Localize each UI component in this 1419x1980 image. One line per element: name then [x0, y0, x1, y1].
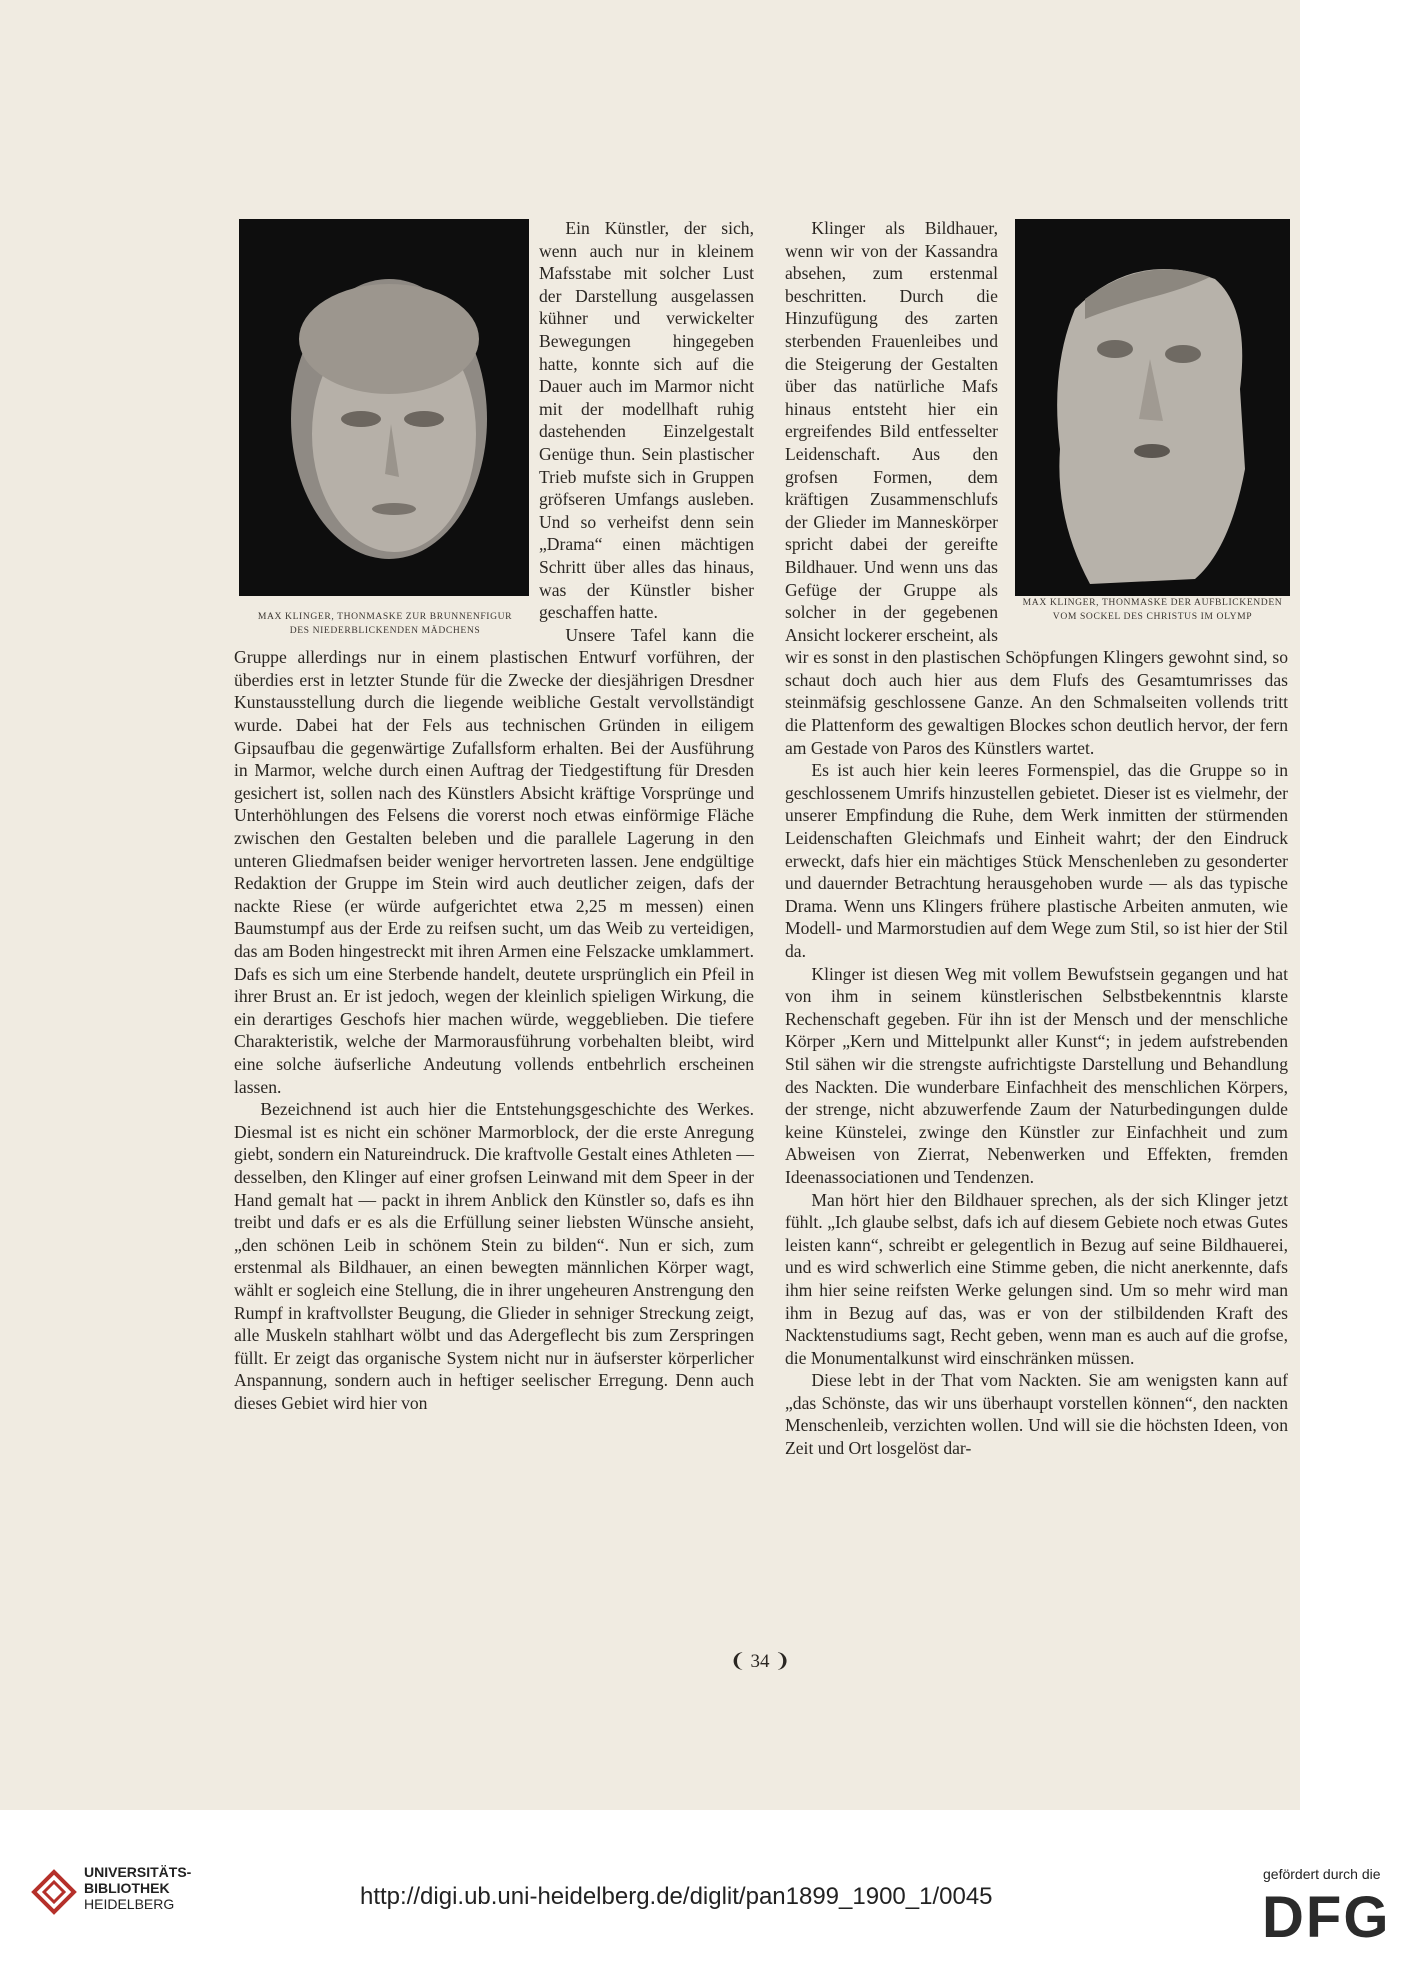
- caption-right-line1: MAX KLINGER, THONMASKE DER AUFBLICKENDEN: [1022, 597, 1283, 608]
- right-paragraph-3: Man hört hier den Bildhauer sprechen, als der sich Klinger jetzt fühlt. „Ich glaube selbst, dafs ich auf diesem Gebiete noch etwas Gutes leisten kann“, schreibt er gelegentlich in Bezug auf seine Bildhauerei, und es wird schwerlich eine Stimme geben, die nicht anerkennte, dafs ihm hier seine reifsten Werke gelungen sind. Um so mehr wird man ihm in Bezug auf das, was er von der stilbildenden Kraft des Nacktenstudiums sagt, Recht geben, wenn man es auch auf die grofse, die Monumentalkunst wird einschränken müssen.: [785, 1189, 1288, 1368]
- caption-left-line2: DES NIEDERBLICKENDEN MÄDCHENS: [289, 625, 481, 636]
- left-intro-paragraph: Ein Künstler, der sich, wenn auch nur in kleinem Mafsstabe mit solcher Lust der Darstellung ausgelassen kühner und verwickelter Bewegungen hingegeben hatte, konnte sich auf die Dauer auch im Marmor nicht mit der modellhaft ruhig dastehenden Einzelgestalt Genüge thun. Sein plastischer Trieb mufste sich in Gruppen gröfseren Umfangs ausleben. Und so verheifst denn sein „Drama“ einen mächtigen Schritt über alles das hinaus, was der Künstler bisher geschaffen hatte.: [539, 218, 754, 623]
- page-number-value: 34: [750, 1651, 770, 1672]
- institution-name: [84, 1864, 191, 1912]
- left-paragraph-2: Bezeichnend ist auch hier die Entstehungsgeschichte des Werkes. Diesmal ist es nicht ein schöner Marmorblock, der die erste Anregung giebt, sondern ein Natureindruck. Die kraftvolle Gestalt eines Athleten — desselben, den Klinger auf einer grofsen Leinwand mit dem Speer in der Hand gemalt hat — packt in ihrem Anblick den Künstler so, dafs es ihn treibt und dafs er es als die Erfüllung seiner liebsten Wünsche ansieht, „den schönen Leib in schönem Stein zu bilden“. Nun er sich, zum erstenmal als Bildhauer, an einen bewegten männlichen Körper wagt, wählt er sogleich eine Stellung, die in ihrer ungeheuren Anstrengung den Rumpf in kraftvollster Beugung, die Glieder in sehniger Streckung zeigt, alle Muskeln stahlhart wölbt und das Adergeflecht bis zum Zerspringen füllt. Er zeigt das organische System nicht nur in äufserster körperlicher Anspannung, sondern auch in heftiger seelischer Erregung. Denn auch dieses Gebiet wird hier von: [234, 1099, 754, 1413]
- left-column: [234, 217, 754, 1414]
- left-paragraph-1: Unsere Tafel kann die Gruppe allerdings nur in einem plastischen Entwurf vorführen, der überdies erst in letzter Stunde für die Zwecke der diesjährigen Dresdner Kunstausstellung durch die liegende weibliche Gestalt vervollständigt wurde. Dabei hat der Fels aus technischen Gründen in eiligem Gipsaufbau die gegenwärtige Zufallsform erhalten. Bei der Ausführung in Marmor, welche durch einen Auftrag der Tiedgestiftung für Dresden gesichert ist, sollen nach des Künstlers Absicht kräftige Vorsprünge und Unterhöhlungen des Felsens die vorerst noch etwas einförmige Fläche zwischen den Gestalten beleben und die parallele Lagerung in den unteren Gliedmafsen beider weniger hervortreten lassen. Jene endgültige Redaktion der Gruppe im Stein wird auch deutlicher zeigen, dafs der nackte Riese (er würde aufgerichtet etwa 2,25 m messen) einen Baumstumpf aus der Erde zu reifsen sucht, um das Weib zu verteidigen, das am Boden hingestreckt mit ihren Armen eine Felszacke umklammert. Dafs es sich um eine Sterbende handelt, deutete ursprünglich ein Pfeil in ihrer Brust an. Er ist jedoch, wegen der kleinlich spieligen Wirkung, die ein derartiges Geschofs hier machen würde, weggeblieben. Die tiefere Charakteristik, welche der Marmorausführung vorbehalten bleibt, wird eine solche äufserliche Andeutung vollends entbehrlich erscheinen lassen.: [234, 624, 754, 1097]
- right-figure-space: [998, 217, 1288, 631]
- permalink-url[interactable]: http://digi.ub.uni-heidelberg.de/diglit/pan1899_1900_1/0045: [360, 1883, 993, 1910]
- funding-label: gefördert durch die: [1263, 1866, 1381, 1882]
- right-paragraph-2: Klinger ist diesen Weg mit vollem Bewufstsein gegangen und hat von ihm in seinem künstlerischen Selbstbekenntnis klarste Rechenschaft gegeben. Für ihn ist der Mensch und der menschliche Körper „Kern und Mittelpunkt aller Kunst“; in jedem aufstrebenden Stil sähen wir die strengste aufrichtigste Darstellung und Behandlung des Nackten. Die wunderbare Einfachheit des menschlichen Körpers, der strenge, nicht abzuwerfende Zaum der Naturbedingungen dulde keine Künstelei, zwinge den Künstler zur Einfachheit und zum Abweisen von Zierrat, Nebenwerken und Effekten, fremden Ideenassociationen und Tendenzen.: [785, 963, 1288, 1187]
- page-number: [700, 1650, 820, 1673]
- right-paragraph-1: Es ist auch hier kein leeres Formenspiel, das die Gruppe so in geschlossenem Umrifs hinzustellen gebietet. Dieser ist es vielmehr, der unserer Empfindung die Ruhe, dem Werk inmitten der stürmenden Leidenschaften Gleichmafs und Einheit wahrt; der den Eindruck erweckt, dafs hier ein mächtiges Stück Menschenleben zu gesonderter und dauernder Betrachtung herausgehoben wurde — als das typische Drama. Wenn uns Klingers frühere plastische Arbeiten anmuten, wie Modell- und Marmorstudien auf dem Wege zum Stil, so ist hier der Stil da.: [785, 760, 1288, 961]
- right-intro-paragraph: Klinger als Bildhauer, wenn wir von der Kassandra absehen, zum erstenmal beschritten. Durch die Hinzufügung des zarten sterbenden Frauenleibes und die Steigerung der Gestalten über das natürliche Mafs hinaus entsteht hier ein ergreifendes Bild entfesselter Leidenschaft. Aus den grofsen Formen, dem kräftigen Zusammenschlufs der Glieder im Manneskörper spricht dabei der gereifte Bildhauer. Und wenn uns das Gefüge der Gruppe als solcher in der gegebenen Ansicht lockerer erscheint, als wir es sonst in den plastischen Schöpfungen Klingers gewohnt sind, so schaut doch auch hier aus dem Flufs des Gesamtumrisses das steinmäfsig geschlossene Ganze. An den Schmalseiten vollends tritt die Plattenform des gewaltigen Blockes schon deutlich hervor, der fern am Gestade von Paros des Künstlers wartet.: [785, 218, 1288, 758]
- dfg-logo: DFG: [1262, 1885, 1391, 1950]
- caption-right-line2: VOM SOCKEL DES CHRISTUS IM OLYMP: [1052, 611, 1253, 622]
- institution-line-3: HEIDELBERG: [84, 1896, 175, 1912]
- university-library-logo-icon: [30, 1862, 78, 1918]
- page-number-close-bracket: ❩: [769, 1651, 791, 1672]
- caption-left-line1: MAX KLINGER, THONMASKE ZUR BRUNNENFIGUR: [257, 611, 513, 622]
- left-figure-space: [234, 217, 539, 631]
- right-paragraph-4: Diese lebt in der That vom Nackten. Sie am wenigsten kann auf „das Schönste, das wir uns überhaupt vorstellen können“, den nackten Menschenleib, verzichten wollen. Und will sie die höchsten Ideen, von Zeit und Ort losgelöst dar-: [785, 1370, 1288, 1459]
- right-column: [785, 217, 1288, 1460]
- institution-line-2: BIBLIOTHEK: [84, 1880, 170, 1896]
- institution-line-1: UNIVERSITÄTS-: [84, 1864, 192, 1880]
- page-number-open-bracket: ❨: [729, 1651, 751, 1672]
